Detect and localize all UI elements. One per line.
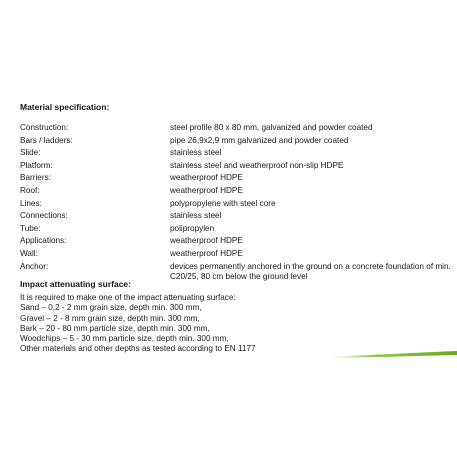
spec-label: Anchor: — [20, 261, 49, 271]
material-specification-heading: Material specification: — [20, 102, 110, 112]
spec-value: weatherproof HDPE — [170, 173, 243, 183]
spec-row-platform — [20, 161, 450, 174]
spec-row-lines — [20, 199, 450, 212]
spec-label: Construction: — [20, 123, 69, 132]
impact-line: Other materials and other depths as tested according to EN 1177 — [20, 344, 256, 354]
spec-row-barriers — [20, 173, 450, 186]
spec-row-slide — [20, 148, 450, 161]
impact-line: Gravel – 2 - 8 mm grain size, depth min. 300 mm, — [20, 313, 200, 323]
spec-value: polypropylene with steel core — [170, 198, 276, 208]
spec-value: polipropylen — [170, 223, 215, 233]
green-swoosh-decoration — [330, 344, 457, 360]
spec-value: stainless steel — [170, 148, 222, 158]
spec-label: Applications: — [20, 236, 67, 246]
impact-surface-heading: Impact attenuating surface: — [20, 279, 131, 289]
spec-row-connections — [20, 211, 450, 224]
spec-value: weatherproof HDPE — [170, 185, 243, 195]
spec-row-applications — [20, 236, 450, 249]
impact-line: Woodchips – 5 - 30 mm particle size, depth min. 300 mm, — [20, 334, 229, 344]
spec-row-construction — [20, 123, 450, 136]
spec-value: weatherproof HDPE — [170, 248, 243, 258]
spec-value: stainless steel and weatherproof non-slip HDPE — [170, 160, 344, 170]
spec-value: weatherproof HDPE — [170, 236, 243, 246]
spec-label: Tube: — [20, 223, 41, 233]
spec-label: Barriers: — [20, 173, 51, 183]
spec-row-bars-ladders — [20, 136, 450, 149]
spec-label: Wall: — [20, 248, 38, 258]
impact-surface-text — [20, 293, 256, 355]
specification-table — [20, 123, 450, 284]
spec-label: Lines: — [20, 198, 42, 208]
spec-value: pipe 26,9x2,9 mm galvanized and powder coated — [170, 135, 349, 145]
spec-value: stainless steel — [170, 211, 222, 221]
impact-line: Bark – 20 - 80 mm particle size, depth min. 300 mm, — [20, 323, 210, 333]
impact-line: Sand – 0,2 - 2 mm grain size, depth min. 300 mm, — [20, 303, 202, 313]
spec-value: devices permanently anchored in the ground on a concrete foundation of min. C20/25, 80 cm below the ground level — [170, 261, 451, 281]
spec-label: Platform: — [20, 160, 53, 170]
impact-line: It is required to make one of the impact attenuating surface: — [20, 293, 236, 302]
spec-value: steel profile 80 x 80 mm, galvanized and powder coated — [170, 123, 373, 132]
spec-label: Slide: — [20, 148, 41, 158]
spec-row-wall — [20, 249, 450, 262]
spec-row-tube — [20, 224, 450, 237]
spec-label: Connections: — [20, 211, 68, 221]
spec-label: Bars / ladders: — [20, 135, 73, 145]
spec-label: Roof: — [20, 185, 40, 195]
spec-row-roof — [20, 186, 450, 199]
